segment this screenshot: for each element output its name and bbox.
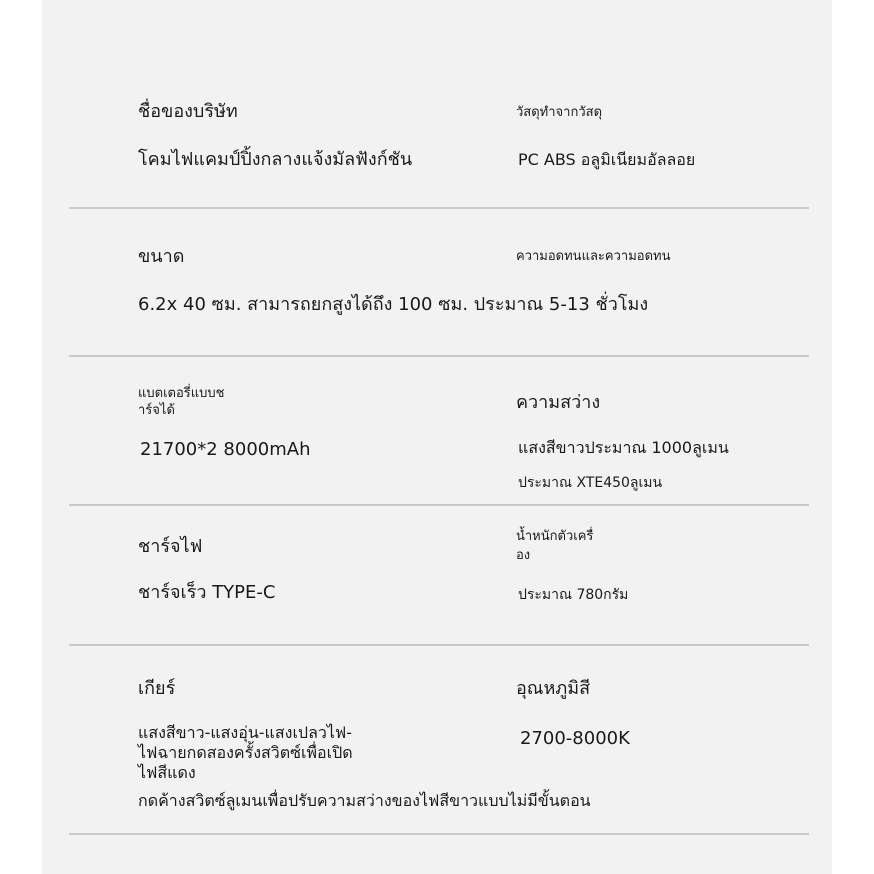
row-divider (69, 207, 809, 209)
gear-modes-value: แสงสีขาว-แสงอุ่น-แสงเปลวไฟ- ไฟฉายกดสองครั้งสวิตซ์เพื่อเปิด ไฟสีแดง (138, 723, 353, 782)
charging-label: ชาร์จไฟ (138, 536, 203, 557)
battery-label: แบตเตอรี่แบบช าร์จได้ (138, 386, 225, 418)
gear-label: เกียร์ (138, 678, 176, 699)
company-name-value: โคมไฟแคมป์ปิ้งกลางแจ้งมัลฟังก์ชัน (138, 149, 413, 170)
color-temp-label: อุณหภูมิสี (516, 678, 591, 699)
endurance-label: ความอดทนและความอดทน (516, 249, 671, 264)
row-divider (69, 833, 809, 835)
company-name-label: ชื่อของบริษัท (138, 101, 238, 122)
row-divider (69, 355, 809, 357)
size-label: ขนาด (138, 246, 185, 267)
charging-value: ชาร์จเร็ว TYPE-C (138, 582, 276, 603)
size-endurance-value: 6.2x 40 ซม. สามารถยกสูงได้ถึง 100 ซม. ประมาณ 5-13 ชั่วโมง (138, 294, 649, 315)
battery-value: 21700*2 8000mAh (140, 439, 311, 460)
row-divider (69, 644, 809, 646)
material-value: PC ABS อลูมิเนียมอัลลอย (518, 150, 696, 169)
color-temp-value: 2700-8000K (520, 728, 630, 749)
material-label: วัสดุทำจากวัสดุ (516, 105, 603, 120)
brightness-value-xte: ประมาณ XTE450ลูเมน (518, 475, 663, 491)
weight-value: ประมาณ 780กรัม (518, 587, 629, 603)
row-divider (69, 504, 809, 506)
weight-label: น้ำหนักตัวเครื่ อง (516, 529, 594, 563)
brightness-value-white: แสงสีขาวประมาณ 1000ลูเมน (518, 438, 729, 457)
gear-note: กดค้างสวิตซ์ลูเมนเพื่อปรับความสว่างของไฟสีขาวแบบไม่มีขั้นตอน (138, 791, 591, 810)
brightness-label: ความสว่าง (516, 392, 601, 413)
